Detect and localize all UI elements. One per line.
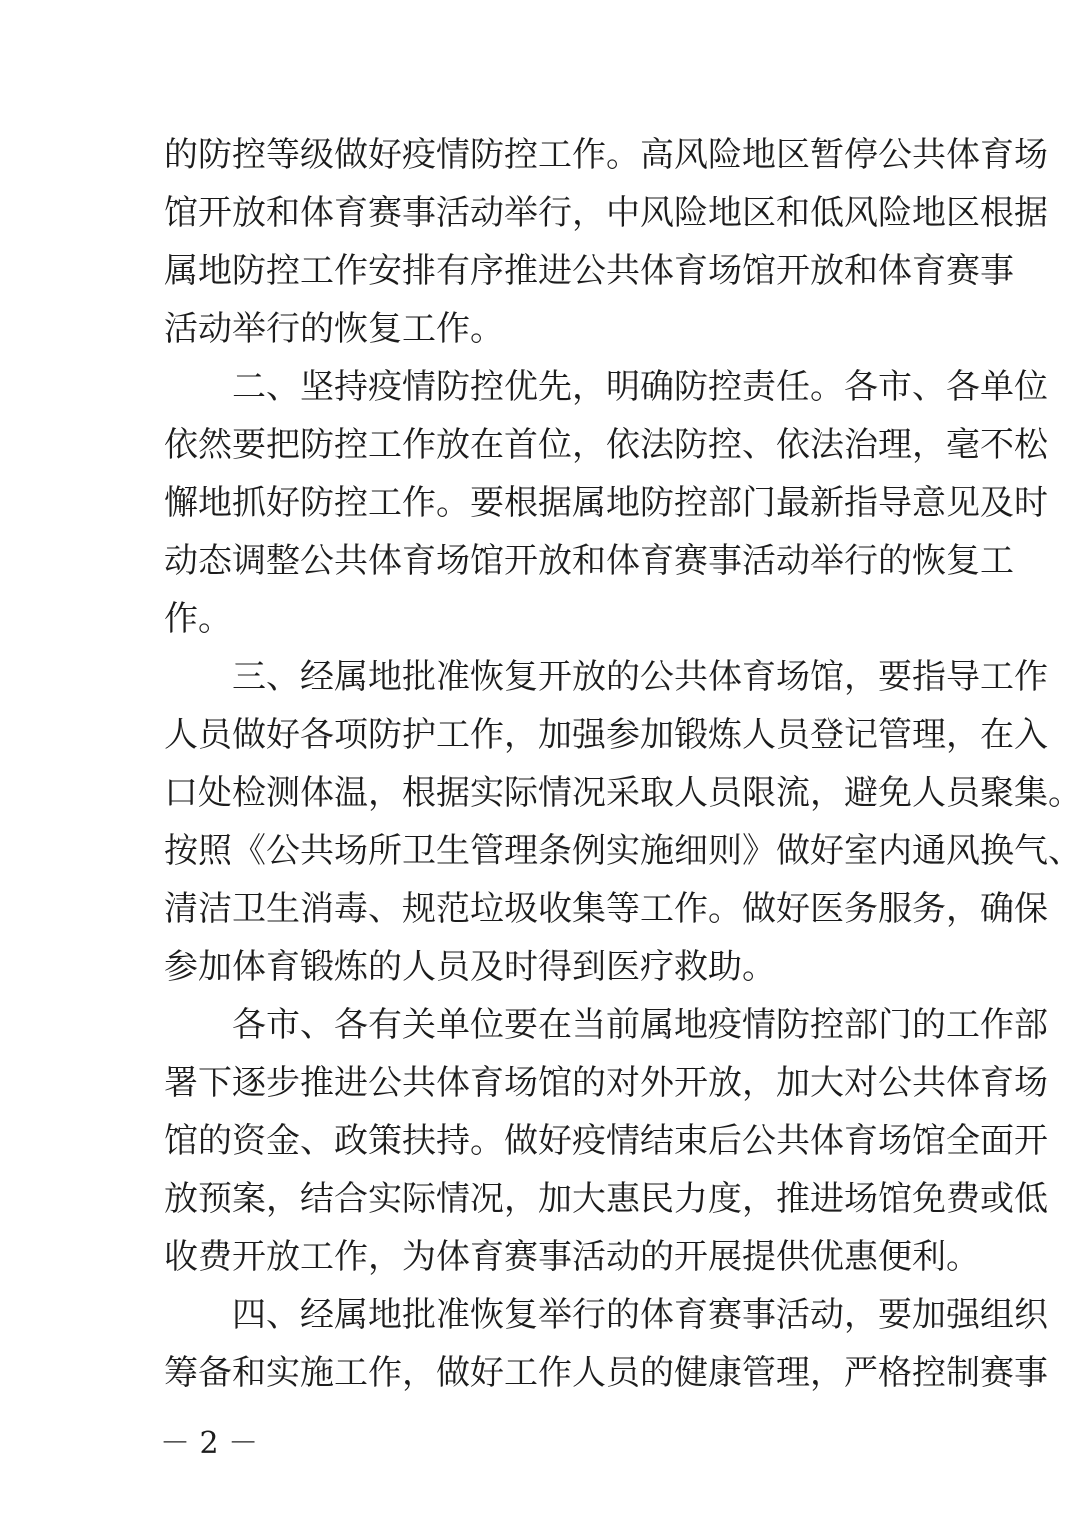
text-line: 口处检测体温，根据实际情况采取人员限流，避免人员聚集。 xyxy=(164,773,1082,813)
text-line: 馆的资金、政策扶持。做好疫情结束后公共体育场馆全面开 xyxy=(164,1121,1048,1161)
paragraph-start-line: 四、经属地批准恢复举行的体育赛事活动，要加强组织 xyxy=(232,1295,1048,1335)
text-line: 懈地抓好防控工作。要根据属地防控部门最新指导意见及时 xyxy=(164,483,1048,523)
text-line: 作。 xyxy=(164,599,232,639)
text-line: 的防控等级做好疫情防控工作。高风险地区暂停公共体育场 xyxy=(164,135,1048,175)
text-line: 属地防控工作安排有序推进公共体育场馆开放和体育赛事 xyxy=(164,251,1014,291)
page-number: － 2 － xyxy=(160,1426,259,1461)
text-line: 署下逐步推进公共体育场馆的对外开放，加大对公共体育场 xyxy=(164,1063,1048,1103)
text-line: 动态调整公共体育场馆开放和体育赛事活动举行的恢复工 xyxy=(164,541,1014,581)
text-line: 活动举行的恢复工作。 xyxy=(164,309,504,349)
text-line: 收费开放工作，为体育赛事活动的开展提供优惠便利。 xyxy=(164,1237,980,1277)
text-line: 放预案，结合实际情况，加大惠民力度，推进场馆免费或低 xyxy=(164,1179,1048,1219)
text-line: 参加体育锻炼的人员及时得到医疗救助。 xyxy=(164,947,776,987)
text-line: 依然要把防控工作放在首位，依法防控、依法治理，毫不松 xyxy=(164,425,1048,465)
text-line: 按照《公共场所卫生管理条例实施细则》做好室内通风换气、 xyxy=(164,831,1082,871)
text-line: 人员做好各项防护工作，加强参加锻炼人员登记管理，在入 xyxy=(164,715,1048,755)
paragraph-start-line: 各市、各有关单位要在当前属地疫情防控部门的工作部 xyxy=(232,1005,1048,1045)
text-line: 清洁卫生消毒、规范垃圾收集等工作。做好医务服务，确保 xyxy=(164,889,1048,929)
text-line: 筹备和实施工作，做好工作人员的健康管理，严格控制赛事 xyxy=(164,1353,1048,1393)
paragraph-start-line: 三、经属地批准恢复开放的公共体育场馆，要指导工作 xyxy=(232,657,1048,697)
document-body xyxy=(164,126,1082,1402)
paragraph-start-line: 二、坚持疫情防控优先，明确防控责任。各市、各单位 xyxy=(232,367,1048,407)
text-line: 馆开放和体育赛事活动举行，中风险地区和低风险地区根据 xyxy=(164,193,1048,233)
